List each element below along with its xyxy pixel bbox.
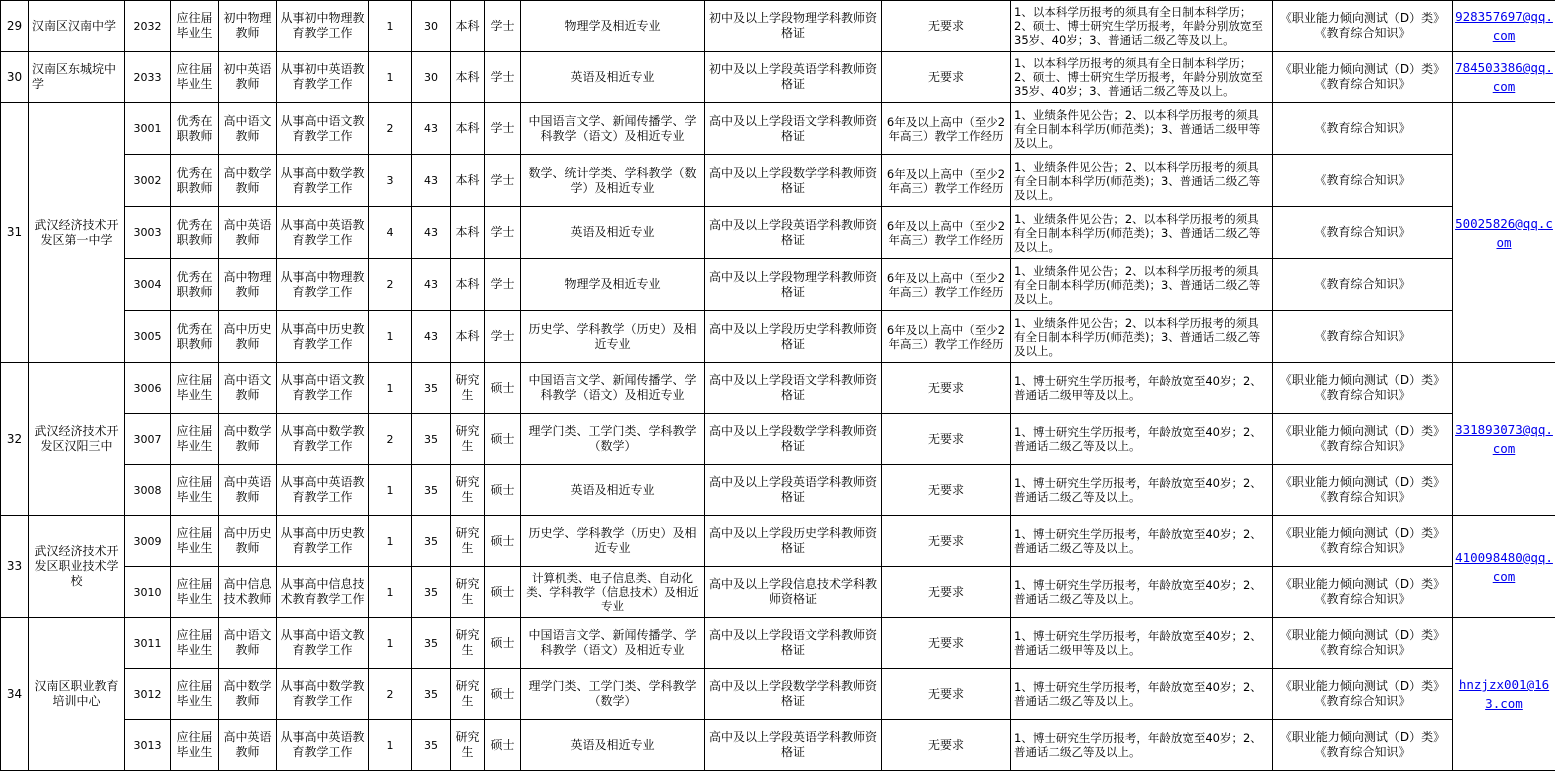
age-cell: 30 [412, 1, 451, 52]
table-row [1, 103, 1555, 155]
edu-cell: 研究生 [451, 414, 485, 465]
type-cell: 应往届毕业生 [171, 516, 219, 567]
age-cell: 35 [412, 414, 451, 465]
code-cell: 3008 [125, 465, 171, 516]
email-link[interactable]: 928357697@qq.com [1453, 1, 1555, 52]
age-cell: 35 [412, 669, 451, 720]
exam-cell: 《职业能力倾向测试（D）类》《教育综合知识》 [1273, 618, 1453, 669]
email-link[interactable]: 784503386@qq.com [1453, 52, 1555, 103]
duty-cell: 从事初中英语教育教学工作 [277, 52, 369, 103]
unit-cell: 武汉经济技术开发区汉阳三中 [29, 363, 125, 516]
other-cell: 1、业绩条件见公告；2、以本科学历报考的须具有全日制本科学历(师范类)；3、普通话二级乙等及以上。 [1011, 259, 1273, 311]
seq-cell: 33 [1, 516, 29, 618]
type-cell: 优秀在职教师 [171, 259, 219, 311]
position-cell: 高中英语教师 [219, 465, 277, 516]
position-cell: 初中物理教师 [219, 1, 277, 52]
table-row [1, 155, 1555, 207]
edu-cell: 研究生 [451, 618, 485, 669]
age-cell: 43 [412, 311, 451, 363]
degree-cell: 硕士 [485, 516, 521, 567]
exam-cell: 《职业能力倾向测试（D）类》《教育综合知识》 [1273, 52, 1453, 103]
cert-cell: 高中及以上学段数学学科教师资格证 [705, 155, 882, 207]
edu-cell: 研究生 [451, 669, 485, 720]
code-cell: 2033 [125, 52, 171, 103]
code-cell: 3003 [125, 207, 171, 259]
degree-cell: 学士 [485, 1, 521, 52]
duty-cell: 从事初中物理教育教学工作 [277, 1, 369, 52]
cert-cell: 高中及以上学段物理学科教师资格证 [705, 259, 882, 311]
type-cell: 应往届毕业生 [171, 618, 219, 669]
major-cell: 英语及相近专业 [521, 720, 705, 771]
degree-cell: 硕士 [485, 465, 521, 516]
major-cell: 英语及相近专业 [521, 207, 705, 259]
unit-cell: 汉南区职业教育培训中心 [29, 618, 125, 771]
edu-cell: 本科 [451, 259, 485, 311]
duty-cell: 从事高中语文教育教学工作 [277, 363, 369, 414]
duty-cell: 从事高中物理教育教学工作 [277, 259, 369, 311]
exp-cell: 无要求 [882, 52, 1011, 103]
position-cell: 初中英语教师 [219, 52, 277, 103]
other-cell: 1、博士研究生学历报考，年龄放宽至40岁；2、普通话二级甲等及以上。 [1011, 363, 1273, 414]
table-row [1, 52, 1555, 103]
exp-cell: 6年及以上高中（至少2年高三）教学工作经历 [882, 259, 1011, 311]
other-cell: 1、博士研究生学历报考，年龄放宽至40岁；2、普通话二级乙等及以上。 [1011, 669, 1273, 720]
code-cell: 3006 [125, 363, 171, 414]
edu-cell: 研究生 [451, 567, 485, 618]
count-cell: 1 [369, 52, 412, 103]
duty-cell: 从事高中数学教育教学工作 [277, 155, 369, 207]
code-cell: 3009 [125, 516, 171, 567]
count-cell: 1 [369, 465, 412, 516]
count-cell: 1 [369, 567, 412, 618]
age-cell: 35 [412, 516, 451, 567]
edu-cell: 本科 [451, 311, 485, 363]
count-cell: 1 [369, 516, 412, 567]
code-cell: 3001 [125, 103, 171, 155]
edu-cell: 研究生 [451, 720, 485, 771]
degree-cell: 硕士 [485, 669, 521, 720]
exp-cell: 无要求 [882, 1, 1011, 52]
exam-cell: 《教育综合知识》 [1273, 311, 1453, 363]
table-row [1, 363, 1555, 414]
degree-cell: 硕士 [485, 414, 521, 465]
exam-cell: 《职业能力倾向测试（D）类》《教育综合知识》 [1273, 1, 1453, 52]
other-cell: 1、业绩条件见公告；2、以本科学历报考的须具有全日制本科学历(师范类)；3、普通话二级乙等及以上。 [1011, 155, 1273, 207]
cert-cell: 高中及以上学段数学学科教师资格证 [705, 414, 882, 465]
count-cell: 1 [369, 618, 412, 669]
other-cell: 1、业绩条件见公告；2、以本科学历报考的须具有全日制本科学历(师范类)；3、普通话二级甲等及以上。 [1011, 103, 1273, 155]
exam-cell: 《教育综合知识》 [1273, 207, 1453, 259]
major-cell: 历史学、学科教学（历史）及相近专业 [521, 311, 705, 363]
type-cell: 应往届毕业生 [171, 465, 219, 516]
other-cell: 1、博士研究生学历报考，年龄放宽至40岁；2、普通话二级乙等及以上。 [1011, 414, 1273, 465]
edu-cell: 本科 [451, 103, 485, 155]
table-row [1, 567, 1555, 618]
unit-cell: 汉南区汉南中学 [29, 1, 125, 52]
position-cell: 高中语文教师 [219, 618, 277, 669]
cert-cell: 高中及以上学段语文学科教师资格证 [705, 618, 882, 669]
position-cell: 高中信息技术教师 [219, 567, 277, 618]
exp-cell: 6年及以上高中（至少2年高三）教学工作经历 [882, 103, 1011, 155]
edu-cell: 本科 [451, 207, 485, 259]
major-cell: 英语及相近专业 [521, 52, 705, 103]
exp-cell: 无要求 [882, 618, 1011, 669]
position-cell: 高中历史教师 [219, 311, 277, 363]
cert-cell: 高中及以上学段历史学科教师资格证 [705, 311, 882, 363]
edu-cell: 本科 [451, 1, 485, 52]
age-cell: 43 [412, 259, 451, 311]
count-cell: 1 [369, 1, 412, 52]
seq-cell: 34 [1, 618, 29, 771]
major-cell: 理学门类、工学门类、学科教学（数学） [521, 414, 705, 465]
major-cell: 计算机类、电子信息类、自动化类、学科教学（信息技术）及相近专业 [521, 567, 705, 618]
major-cell: 中国语言文学、新闻传播学、学科教学（语文）及相近专业 [521, 103, 705, 155]
age-cell: 43 [412, 155, 451, 207]
major-cell: 历史学、学科教学（历史）及相近专业 [521, 516, 705, 567]
exp-cell: 6年及以上高中（至少2年高三）教学工作经历 [882, 155, 1011, 207]
degree-cell: 硕士 [485, 567, 521, 618]
seq-cell: 30 [1, 52, 29, 103]
age-cell: 35 [412, 465, 451, 516]
cert-cell: 高中及以上学段英语学科教师资格证 [705, 207, 882, 259]
count-cell: 2 [369, 259, 412, 311]
degree-cell: 学士 [485, 311, 521, 363]
age-cell: 35 [412, 720, 451, 771]
position-cell: 高中英语教师 [219, 720, 277, 771]
other-cell: 1、以本科学历报考的须具有全日制本科学历；2、硕士、博士研究生学历报考，年龄分别放宽至35岁、40岁；3、普通话二级乙等及以上。 [1011, 1, 1273, 52]
exam-cell: 《职业能力倾向测试（D）类》《教育综合知识》 [1273, 465, 1453, 516]
table-row [1, 311, 1555, 363]
type-cell: 优秀在职教师 [171, 311, 219, 363]
table-row [1, 259, 1555, 311]
major-cell: 中国语言文学、新闻传播学、学科教学（语文）及相近专业 [521, 363, 705, 414]
cert-cell: 高中及以上学段语文学科教师资格证 [705, 103, 882, 155]
code-cell: 3013 [125, 720, 171, 771]
count-cell: 4 [369, 207, 412, 259]
degree-cell: 硕士 [485, 618, 521, 669]
count-cell: 2 [369, 103, 412, 155]
exam-cell: 《教育综合知识》 [1273, 155, 1453, 207]
degree-cell: 学士 [485, 155, 521, 207]
count-cell: 1 [369, 363, 412, 414]
table-row [1, 618, 1555, 669]
exam-cell: 《职业能力倾向测试（D）类》《教育综合知识》 [1273, 669, 1453, 720]
position-cell: 高中语文教师 [219, 363, 277, 414]
unit-cell: 武汉经济技术开发区职业技术学校 [29, 516, 125, 618]
degree-cell: 学士 [485, 103, 521, 155]
major-cell: 英语及相近专业 [521, 465, 705, 516]
age-cell: 35 [412, 618, 451, 669]
table-row [1, 414, 1555, 465]
unit-cell: 汉南区东城垸中学 [29, 52, 125, 103]
code-cell: 3004 [125, 259, 171, 311]
code-cell: 2032 [125, 1, 171, 52]
unit-cell: 武汉经济技术开发区第一中学 [29, 103, 125, 363]
position-cell: 高中物理教师 [219, 259, 277, 311]
type-cell: 应往届毕业生 [171, 567, 219, 618]
cert-cell: 高中及以上学段英语学科教师资格证 [705, 465, 882, 516]
code-cell: 3012 [125, 669, 171, 720]
age-cell: 35 [412, 567, 451, 618]
duty-cell: 从事高中语文教育教学工作 [277, 618, 369, 669]
table-row [1, 516, 1555, 567]
major-cell: 物理学及相近专业 [521, 259, 705, 311]
position-cell: 高中数学教师 [219, 155, 277, 207]
duty-cell: 从事高中数学教育教学工作 [277, 414, 369, 465]
cert-cell: 高中及以上学段信息技术学科教师资格证 [705, 567, 882, 618]
position-cell: 高中数学教师 [219, 669, 277, 720]
exam-cell: 《教育综合知识》 [1273, 103, 1453, 155]
exp-cell: 6年及以上高中（至少2年高三）教学工作经历 [882, 207, 1011, 259]
email-link[interactable]: 50025826@qq.com [1453, 103, 1555, 363]
count-cell: 1 [369, 311, 412, 363]
edu-cell: 研究生 [451, 363, 485, 414]
count-cell: 1 [369, 720, 412, 771]
type-cell: 应往届毕业生 [171, 669, 219, 720]
duty-cell: 从事高中信息技术教育教学工作 [277, 567, 369, 618]
exam-cell: 《职业能力倾向测试（D）类》《教育综合知识》 [1273, 516, 1453, 567]
edu-cell: 本科 [451, 52, 485, 103]
type-cell: 应往届毕业生 [171, 1, 219, 52]
code-cell: 3002 [125, 155, 171, 207]
other-cell: 1、博士研究生学历报考，年龄放宽至40岁；2、普通话二级甲等及以上。 [1011, 618, 1273, 669]
exam-cell: 《职业能力倾向测试（D）类》《教育综合知识》 [1273, 567, 1453, 618]
type-cell: 优秀在职教师 [171, 155, 219, 207]
other-cell: 1、业绩条件见公告；2、以本科学历报考的须具有全日制本科学历(师范类)；3、普通话二级乙等及以上。 [1011, 207, 1273, 259]
exam-cell: 《职业能力倾向测试（D）类》《教育综合知识》 [1273, 363, 1453, 414]
seq-cell: 31 [1, 103, 29, 363]
major-cell: 中国语言文学、新闻传播学、学科教学（语文）及相近专业 [521, 618, 705, 669]
cert-cell: 高中及以上学段语文学科教师资格证 [705, 363, 882, 414]
other-cell: 1、博士研究生学历报考，年龄放宽至40岁；2、普通话二级乙等及以上。 [1011, 465, 1273, 516]
cert-cell: 高中及以上学段英语学科教师资格证 [705, 720, 882, 771]
other-cell: 1、博士研究生学历报考，年龄放宽至40岁；2、普通话二级乙等及以上。 [1011, 516, 1273, 567]
type-cell: 应往届毕业生 [171, 363, 219, 414]
duty-cell: 从事高中历史教育教学工作 [277, 516, 369, 567]
age-cell: 35 [412, 363, 451, 414]
degree-cell: 学士 [485, 52, 521, 103]
exp-cell: 无要求 [882, 516, 1011, 567]
email-link[interactable]: 331893073@qq.com [1453, 363, 1555, 516]
cert-cell: 高中及以上学段数学学科教师资格证 [705, 669, 882, 720]
table-row [1, 465, 1555, 516]
code-cell: 3011 [125, 618, 171, 669]
code-cell: 3010 [125, 567, 171, 618]
table-row [1, 1, 1555, 52]
code-cell: 3005 [125, 311, 171, 363]
table-row [1, 207, 1555, 259]
duty-cell: 从事高中历史教育教学工作 [277, 311, 369, 363]
other-cell: 1、以本科学历报考的须具有全日制本科学历；2、硕士、博士研究生学历报考，年龄分别放宽至35岁、40岁；3、普通话二级乙等及以上。 [1011, 52, 1273, 103]
seq-cell: 29 [1, 1, 29, 52]
position-cell: 高中历史教师 [219, 516, 277, 567]
table-row [1, 720, 1555, 771]
cert-cell: 初中及以上学段物理学科教师资格证 [705, 1, 882, 52]
degree-cell: 学士 [485, 207, 521, 259]
duty-cell: 从事高中语文教育教学工作 [277, 103, 369, 155]
other-cell: 1、博士研究生学历报考，年龄放宽至40岁；2、普通话二级乙等及以上。 [1011, 567, 1273, 618]
edu-cell: 研究生 [451, 516, 485, 567]
type-cell: 优秀在职教师 [171, 207, 219, 259]
major-cell: 理学门类、工学门类、学科教学（数学） [521, 669, 705, 720]
count-cell: 3 [369, 155, 412, 207]
email-link[interactable]: hnzjzx001@163.com [1453, 618, 1555, 771]
exp-cell: 6年及以上高中（至少2年高三）教学工作经历 [882, 311, 1011, 363]
duty-cell: 从事高中英语教育教学工作 [277, 465, 369, 516]
exp-cell: 无要求 [882, 363, 1011, 414]
type-cell: 应往届毕业生 [171, 414, 219, 465]
edu-cell: 研究生 [451, 465, 485, 516]
age-cell: 43 [412, 103, 451, 155]
position-cell: 高中数学教师 [219, 414, 277, 465]
duty-cell: 从事高中英语教育教学工作 [277, 720, 369, 771]
duty-cell: 从事高中英语教育教学工作 [277, 207, 369, 259]
age-cell: 43 [412, 207, 451, 259]
degree-cell: 学士 [485, 259, 521, 311]
count-cell: 2 [369, 414, 412, 465]
type-cell: 应往届毕业生 [171, 720, 219, 771]
major-cell: 数学、统计学类、学科教学（数学）及相近专业 [521, 155, 705, 207]
major-cell: 物理学及相近专业 [521, 1, 705, 52]
exp-cell: 无要求 [882, 720, 1011, 771]
cert-cell: 高中及以上学段历史学科教师资格证 [705, 516, 882, 567]
degree-cell: 硕士 [485, 363, 521, 414]
table-row [1, 669, 1555, 720]
type-cell: 应往届毕业生 [171, 52, 219, 103]
exp-cell: 无要求 [882, 414, 1011, 465]
other-cell: 1、博士研究生学历报考，年龄放宽至40岁；2、普通话二级乙等及以上。 [1011, 720, 1273, 771]
count-cell: 2 [369, 669, 412, 720]
exp-cell: 无要求 [882, 669, 1011, 720]
duty-cell: 从事高中数学教育教学工作 [277, 669, 369, 720]
exam-cell: 《职业能力倾向测试（D）类》《教育综合知识》 [1273, 414, 1453, 465]
position-cell: 高中英语教师 [219, 207, 277, 259]
email-link[interactable]: 410098480@qq.com [1453, 516, 1555, 618]
code-cell: 3007 [125, 414, 171, 465]
exam-cell: 《教育综合知识》 [1273, 259, 1453, 311]
other-cell: 1、业绩条件见公告；2、以本科学历报考的须具有全日制本科学历(师范类)；3、普通话二级乙等及以上。 [1011, 311, 1273, 363]
type-cell: 优秀在职教师 [171, 103, 219, 155]
exam-cell: 《职业能力倾向测试（D）类》《教育综合知识》 [1273, 720, 1453, 771]
position-cell: 高中语文教师 [219, 103, 277, 155]
exp-cell: 无要求 [882, 465, 1011, 516]
exp-cell: 无要求 [882, 567, 1011, 618]
seq-cell: 32 [1, 363, 29, 516]
degree-cell: 硕士 [485, 720, 521, 771]
edu-cell: 本科 [451, 155, 485, 207]
age-cell: 30 [412, 52, 451, 103]
cert-cell: 初中及以上学段英语学科教师资格证 [705, 52, 882, 103]
